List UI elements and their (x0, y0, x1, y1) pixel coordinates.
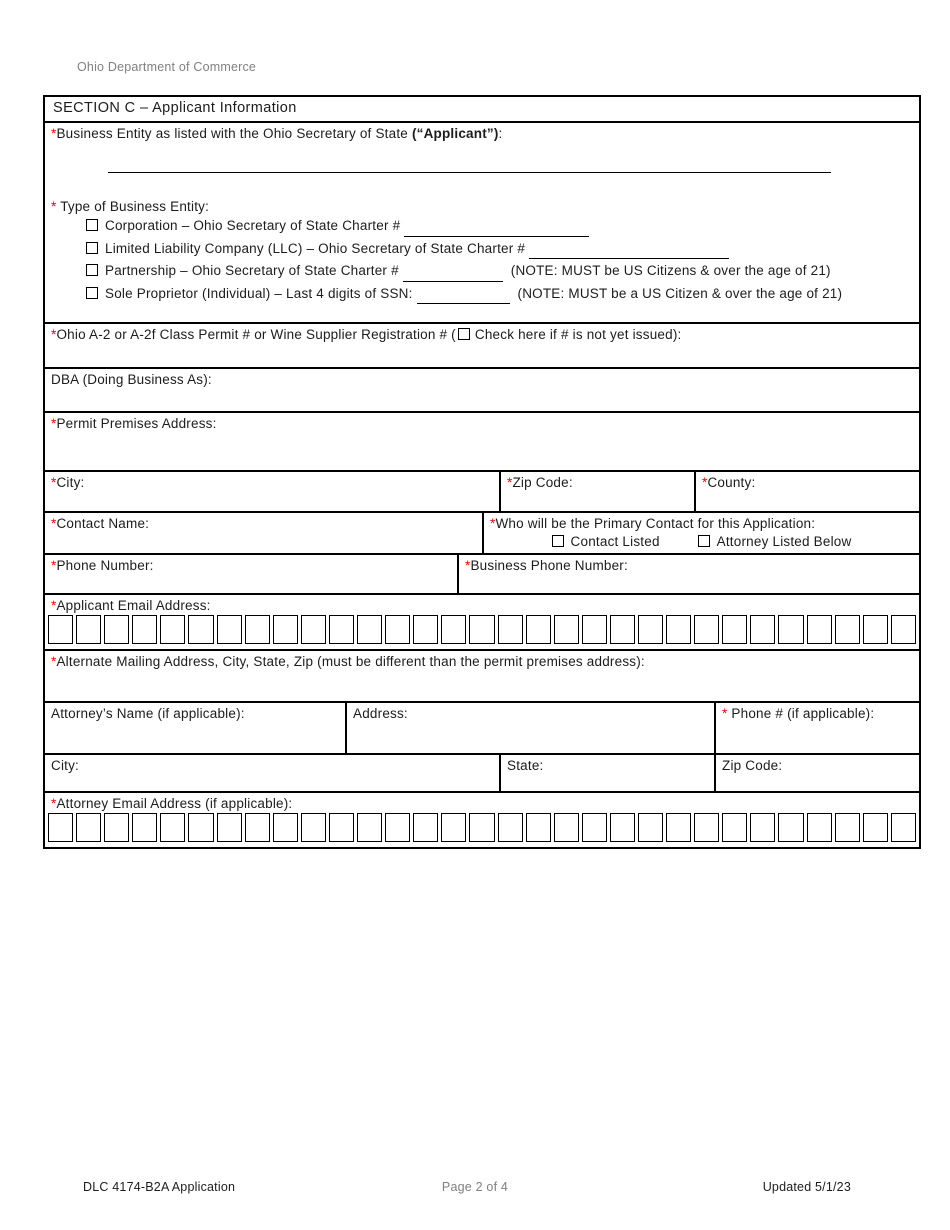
city-field[interactable] (45, 472, 499, 511)
char-box[interactable] (610, 615, 635, 644)
char-box[interactable] (638, 813, 663, 842)
required-asterisk: * (507, 475, 513, 490)
business-phone-field[interactable] (457, 555, 919, 593)
attorney-zip-field[interactable] (714, 755, 919, 791)
alternate-mailing-label: Alternate Mailing Address, City, State, Zip (must be different than the permit premises address): (56, 654, 645, 669)
dba-field[interactable] (45, 369, 919, 411)
business-entity-label: *Business Entity as listed with the Ohio Secretary of State (“Applicant”): (51, 126, 503, 141)
attorney-zip-label: Zip Code: (722, 758, 783, 773)
char-box[interactable] (750, 615, 775, 644)
attorney-listed-checkbox[interactable] (698, 535, 710, 547)
attorney-address-field[interactable] (345, 703, 714, 753)
required-asterisk: * (51, 126, 57, 141)
attorney-state-label: State: (507, 758, 544, 773)
required-asterisk: * (490, 516, 496, 531)
char-box[interactable] (132, 813, 157, 842)
business-phone-label: Business Phone Number: (470, 558, 628, 573)
attorney-phone-field[interactable] (714, 703, 919, 753)
char-box[interactable] (104, 615, 129, 644)
business-entity-cell[interactable] (45, 123, 919, 322)
char-box[interactable] (694, 615, 719, 644)
char-box[interactable] (217, 813, 242, 842)
page-footer (0, 1180, 950, 1198)
attorney-name-label: Attorney’s Name (if applicable): (51, 706, 245, 721)
attorney-city-label: City: (51, 758, 79, 773)
char-box[interactable] (329, 615, 354, 644)
phone-field[interactable] (45, 555, 457, 593)
char-box[interactable] (188, 615, 213, 644)
county-field[interactable] (694, 472, 919, 511)
char-box[interactable] (554, 813, 579, 842)
entity-option-partnership: Partnership – Ohio Secretary of State Charter # (NOTE: MUST be US Citizens & over the age of 21) (86, 261, 913, 282)
char-box[interactable] (722, 813, 747, 842)
sole-proprietor-checkbox[interactable] (86, 287, 98, 299)
county-label: County: (707, 475, 756, 490)
contact-listed-checkbox[interactable] (552, 535, 564, 547)
attorney-state-field[interactable] (499, 755, 714, 791)
entity-option-llc: Limited Liability Company (LLC) – Ohio Secretary of State Charter # (86, 239, 913, 260)
entity-option-corporation: Corporation – Ohio Secretary of State Charter # (86, 216, 913, 237)
char-box[interactable] (807, 615, 832, 644)
char-box[interactable] (554, 615, 579, 644)
char-box[interactable] (76, 813, 101, 842)
permit-checkbox-label: Check here if # is not yet issued): (474, 327, 682, 342)
char-box[interactable] (526, 615, 551, 644)
char-box[interactable] (104, 813, 129, 842)
required-asterisk: * (51, 199, 57, 214)
required-asterisk: * (51, 654, 57, 669)
corporation-checkbox[interactable] (86, 219, 98, 231)
footer-form-number: DLC 4174-B2A Application (83, 1180, 236, 1194)
city-label: City: (56, 475, 85, 490)
char-box[interactable] (245, 813, 270, 842)
permit-number-label: Ohio A-2 or A-2f Class Permit # or Wine Supplier Registration # ( (56, 327, 456, 342)
llc-checkbox[interactable] (86, 242, 98, 254)
char-box[interactable] (441, 813, 466, 842)
char-box[interactable] (329, 813, 354, 842)
entity-type-label: * Type of Business Entity: (51, 199, 210, 214)
premises-address-field[interactable] (45, 413, 919, 470)
char-box[interactable] (750, 813, 775, 842)
char-box[interactable] (217, 615, 242, 644)
char-box[interactable] (357, 615, 382, 644)
char-box[interactable] (273, 615, 298, 644)
char-box[interactable] (891, 813, 916, 842)
char-box[interactable] (666, 615, 691, 644)
attorney-name-field[interactable] (45, 703, 345, 753)
partnership-charter-blank[interactable] (403, 268, 503, 282)
partnership-checkbox[interactable] (86, 264, 98, 276)
char-box[interactable] (694, 813, 719, 842)
char-box[interactable] (666, 813, 691, 842)
attorney-city-field[interactable] (45, 755, 499, 791)
required-asterisk: * (51, 416, 57, 431)
char-box[interactable] (160, 813, 185, 842)
required-asterisk: * (51, 516, 57, 531)
llc-charter-blank[interactable] (529, 245, 729, 259)
char-box[interactable] (778, 615, 803, 644)
char-box[interactable] (188, 813, 213, 842)
char-box[interactable] (526, 813, 551, 842)
required-asterisk: * (51, 475, 57, 490)
char-box[interactable] (413, 615, 438, 644)
char-box[interactable] (385, 615, 410, 644)
char-box[interactable] (160, 615, 185, 644)
premises-address-label: Permit Premises Address: (56, 416, 217, 431)
contact-name-field[interactable] (45, 513, 482, 553)
dba-label: DBA (Doing Business As): (51, 372, 212, 387)
char-box[interactable] (582, 615, 607, 644)
permit-number-field[interactable] (45, 324, 919, 367)
primary-contact-field[interactable] (482, 513, 919, 553)
phone-label: Phone Number: (56, 558, 154, 573)
contact-name-label: Contact Name: (56, 516, 150, 531)
char-box[interactable] (132, 615, 157, 644)
char-box[interactable] (498, 813, 523, 842)
char-box[interactable] (357, 813, 382, 842)
char-box[interactable] (48, 615, 73, 644)
char-box[interactable] (891, 615, 916, 644)
char-box[interactable] (301, 615, 326, 644)
attorney-address-label: Address: (353, 706, 408, 721)
char-box[interactable] (413, 813, 438, 842)
char-box[interactable] (835, 615, 860, 644)
applicant-email-boxes (48, 615, 916, 644)
business-entity-blank[interactable] (108, 172, 831, 173)
char-box[interactable] (863, 615, 888, 644)
char-box[interactable] (245, 615, 270, 644)
attorney-email-label: *Attorney Email Address (if applicable): (51, 796, 293, 811)
entity-option-sole-proprietor: Sole Proprietor (Individual) – Last 4 digits of SSN: (NOTE: MUST be a US Citizen & over the age of 21) (86, 284, 913, 305)
attorney-email-field (45, 793, 919, 847)
char-box[interactable] (863, 813, 888, 842)
section-c-form (43, 95, 921, 849)
char-box[interactable] (469, 813, 494, 842)
char-box[interactable] (48, 813, 73, 842)
char-box[interactable] (469, 615, 494, 644)
footer-updated-date: Updated 5/1/23 (762, 1180, 851, 1194)
zip-field[interactable] (499, 472, 694, 511)
alternate-mailing-field[interactable] (45, 651, 919, 701)
char-box[interactable] (498, 615, 523, 644)
required-asterisk: * (51, 558, 57, 573)
section-title: SECTION C – Applicant Information (53, 100, 297, 116)
required-asterisk: * (702, 475, 708, 490)
agency-name: Ohio Department of Commerce (77, 60, 257, 74)
ssn-blank[interactable] (417, 290, 510, 304)
char-box[interactable] (638, 615, 663, 644)
char-box[interactable] (610, 813, 635, 842)
footer-page-number: Page 2 of 4 (441, 1180, 509, 1194)
required-asterisk: * (722, 706, 728, 721)
applicant-email-field (45, 595, 919, 649)
required-asterisk: * (51, 327, 57, 342)
char-box[interactable] (807, 813, 832, 842)
primary-contact-label: *Who will be the Primary Contact for this Application: (490, 516, 816, 531)
char-box[interactable] (778, 813, 803, 842)
char-box[interactable] (582, 813, 607, 842)
required-asterisk: * (465, 558, 471, 573)
zip-label: Zip Code: (512, 475, 573, 490)
attorney-phone-label: Phone # (if applicable): (731, 706, 875, 721)
char-box[interactable] (273, 813, 298, 842)
attorney-email-boxes (48, 813, 916, 842)
corporation-charter-blank[interactable] (404, 223, 589, 237)
required-asterisk: * (51, 598, 57, 613)
primary-contact-option-contact: Contact Listed (552, 534, 660, 549)
permit-not-issued-checkbox[interactable] (458, 328, 470, 340)
char-box[interactable] (722, 615, 747, 644)
char-box[interactable] (76, 615, 101, 644)
char-box[interactable] (835, 813, 860, 842)
primary-contact-option-attorney: Attorney Listed Below (698, 534, 852, 549)
char-box[interactable] (441, 615, 466, 644)
required-asterisk: * (51, 796, 57, 811)
char-box[interactable] (385, 813, 410, 842)
applicant-email-label: *Applicant Email Address: (51, 598, 211, 613)
char-box[interactable] (301, 813, 326, 842)
